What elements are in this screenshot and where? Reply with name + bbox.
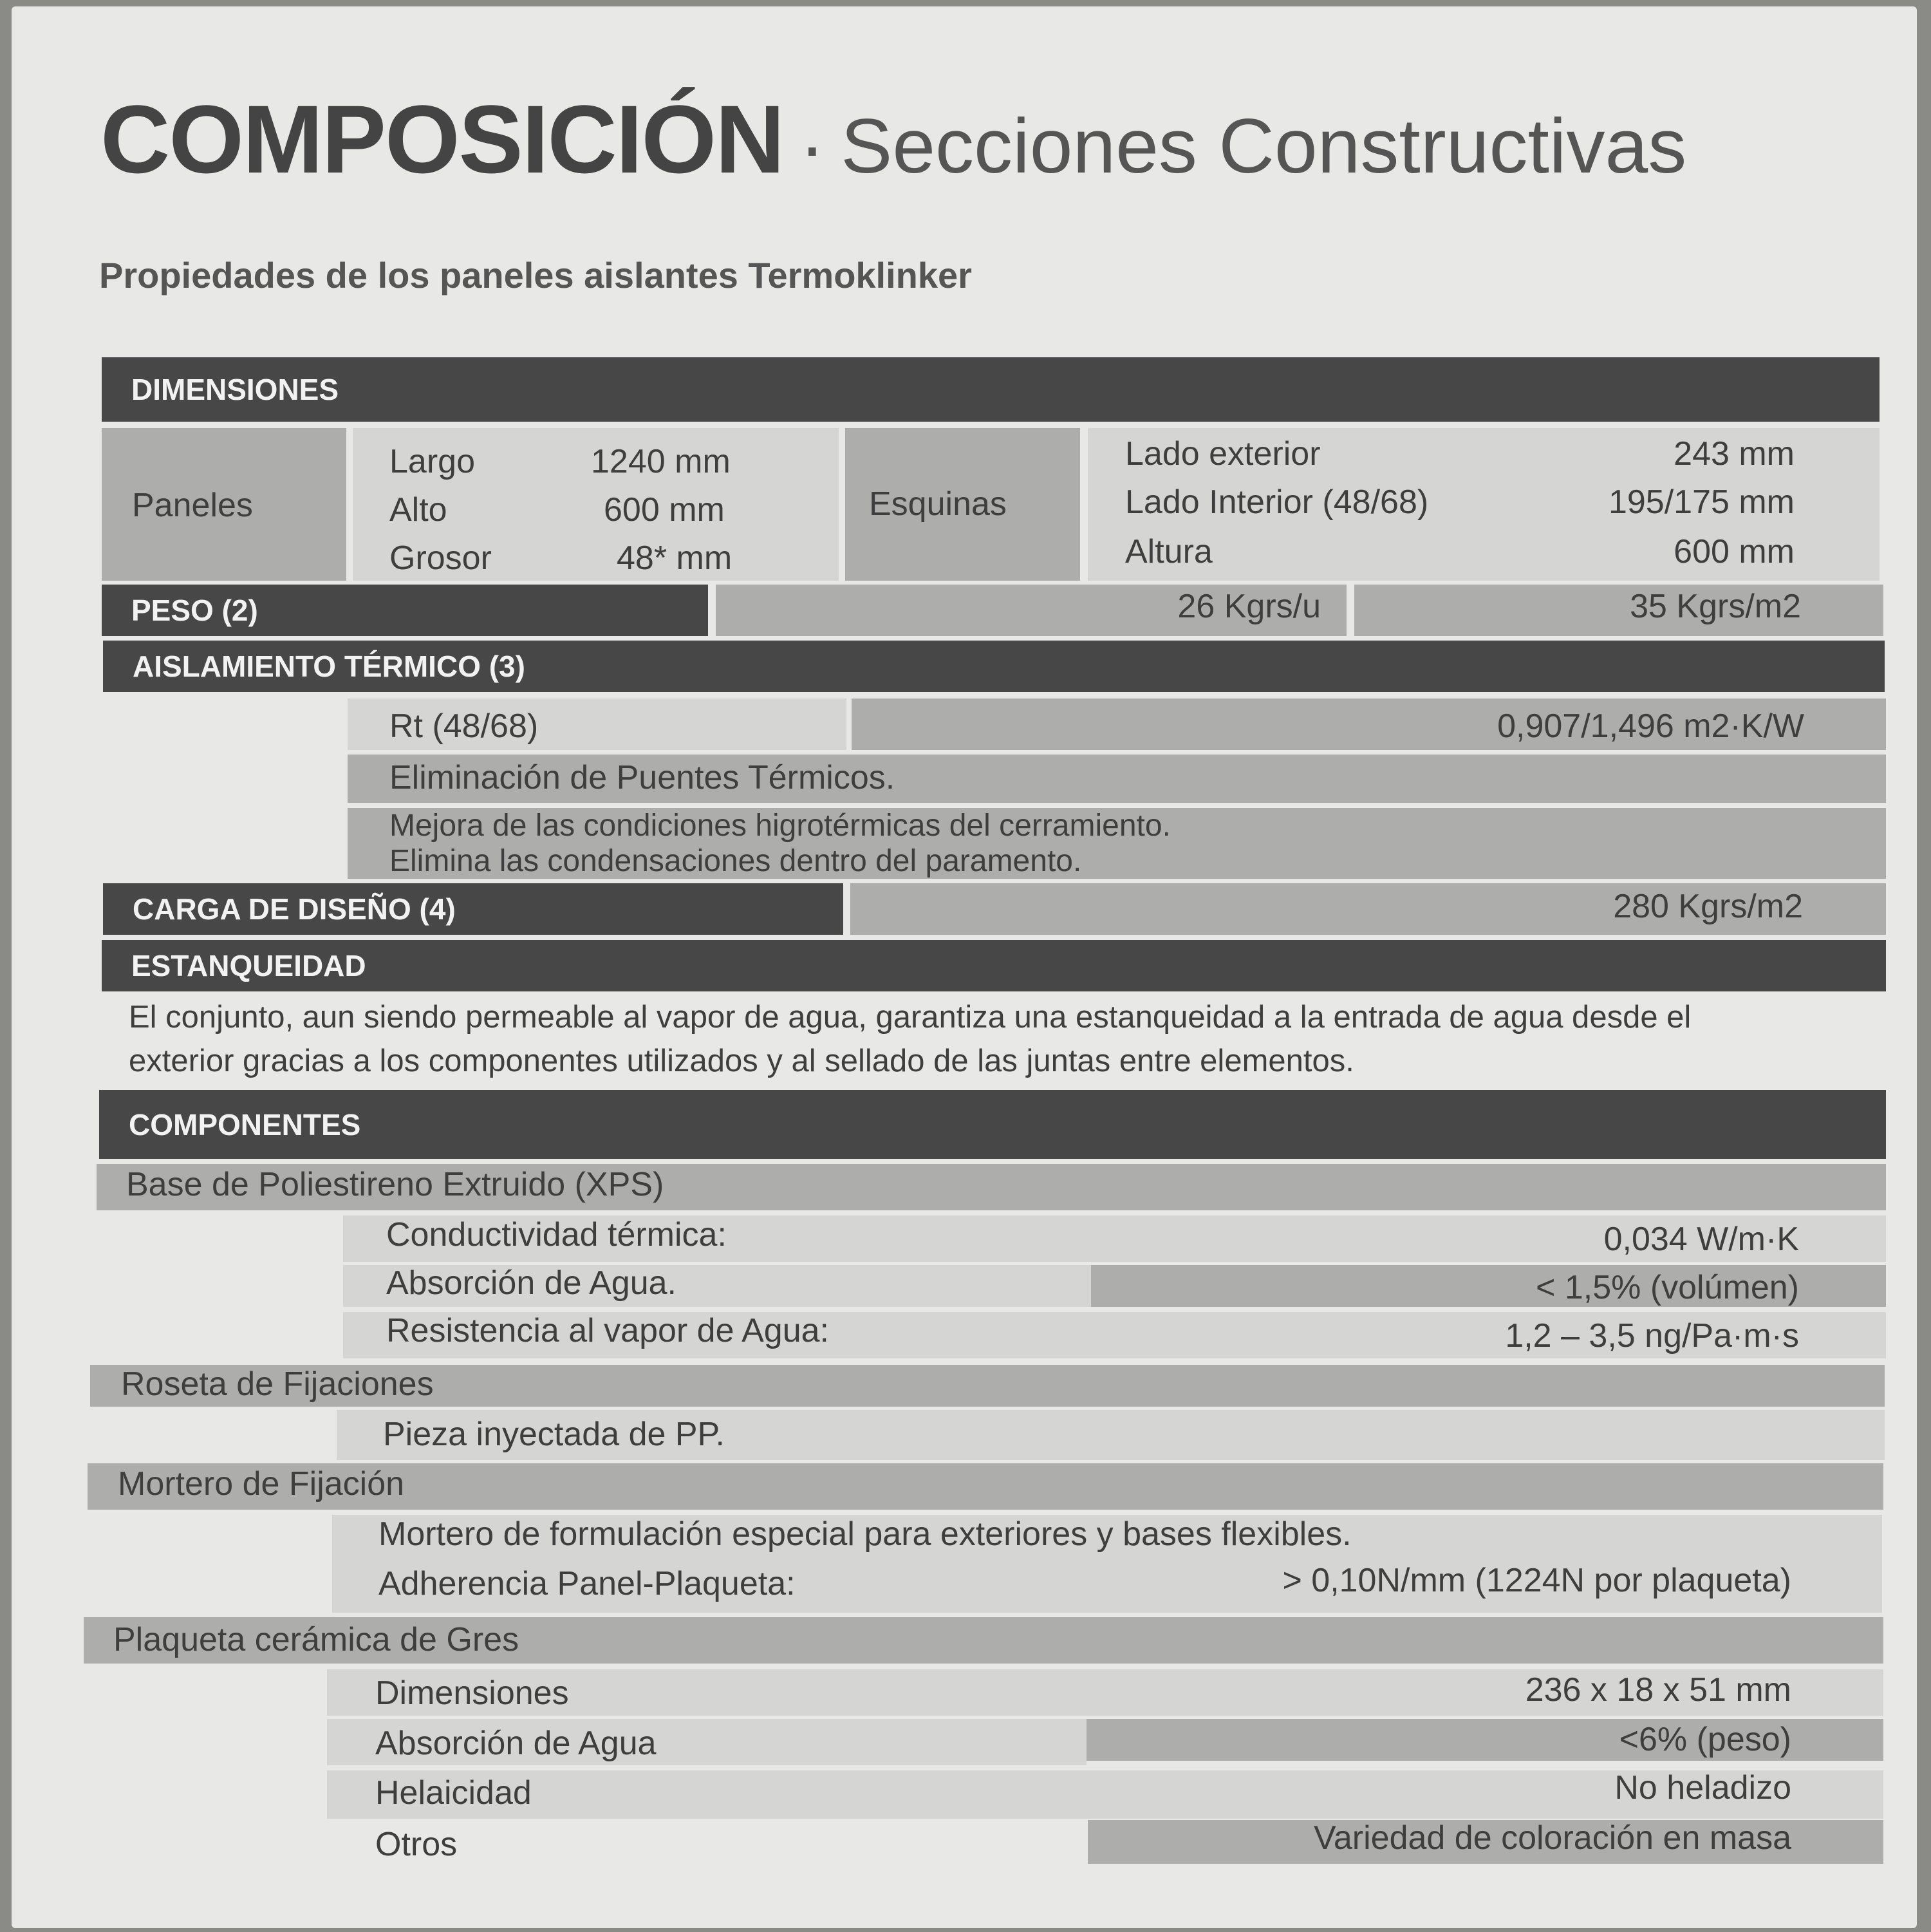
- aislamiento-line2b: Elimina las condensaciones dentro del paramento.: [389, 844, 1082, 878]
- xps-row-name: Conductividad térmica:: [386, 1216, 727, 1253]
- page-subtitle: Propiedades de los paneles aislantes Termoklinker: [99, 255, 972, 295]
- mortero-desc: Mortero de formulación especial para exteriores y bases flexibles.: [378, 1515, 1352, 1553]
- page-title: [100, 84, 1686, 195]
- paneles-row-name: Largo: [389, 443, 475, 480]
- paneles-row-value: 600 mm: [604, 491, 725, 529]
- section-header-peso: PESO (2): [102, 585, 708, 636]
- esquinas-label: Esquinas: [869, 485, 1007, 523]
- esquinas-row-name: Lado exterior: [1125, 435, 1321, 473]
- plaqueta-title: Plaqueta cerámica de Gres: [113, 1621, 519, 1658]
- peso-value1: 26 Kgrs/u: [1177, 588, 1321, 625]
- roseta-desc: Pieza inyectada de PP.: [383, 1416, 725, 1453]
- xps-row-value: < 1,5% (volúmen): [1536, 1269, 1799, 1306]
- roseta-title: Roseta de Fijaciones: [121, 1365, 434, 1403]
- paneles-row-value: 48* mm: [617, 539, 732, 577]
- plaqueta-row-name: Absorción de Agua: [375, 1725, 657, 1762]
- plaqueta-row-value: Variedad de coloración en masa: [1314, 1819, 1791, 1857]
- title-light: Secciones Constructivas: [841, 103, 1687, 189]
- paneles-label: Paneles: [132, 487, 253, 524]
- rt-label: Rt (48/68): [389, 708, 539, 745]
- esquinas-row-name: Altura: [1125, 533, 1213, 570]
- section-header-dimensiones: DIMENSIONES: [102, 357, 1880, 422]
- xps-row-name: Resistencia al vapor de Agua:: [386, 1312, 829, 1349]
- section-header-carga: CARGA DE DISEÑO (4): [103, 883, 843, 935]
- document-page: [12, 6, 1917, 1928]
- xps-title: Base de Poliestireno Extruido (XPS): [126, 1166, 664, 1203]
- esquinas-row-name: Lado Interior (48/68): [1125, 483, 1429, 521]
- carga-value: 280 Kgrs/m2: [1613, 888, 1803, 925]
- peso-value2: 35 Kgrs/m2: [1630, 588, 1801, 625]
- plaqueta-row-value: 236 x 18 x 51 mm: [1525, 1671, 1791, 1709]
- esquinas-row-value: 243 mm: [1674, 435, 1795, 473]
- plaqueta-row-value: No heladizo: [1614, 1769, 1791, 1806]
- paneles-row-value: 1240 mm: [591, 443, 731, 480]
- rt-value: 0,907/1,496 m2·K/W: [1497, 708, 1804, 745]
- mortero-adh-name: Adherencia Panel-Plaqueta:: [378, 1565, 796, 1602]
- plaqueta-row-name: Helaicidad: [375, 1774, 532, 1812]
- plaqueta-row-value: <6% (peso): [1619, 1721, 1791, 1758]
- xps-row-value: 1,2 – 3,5 ng/Pa·m·s: [1505, 1317, 1799, 1355]
- mortero-title: Mortero de Fijación: [118, 1465, 405, 1503]
- section-header-estanqueidad: ESTANQUEIDAD: [102, 940, 1886, 991]
- title-bold: COMPOSICIÓN: [100, 85, 784, 193]
- esquinas-row-value: 600 mm: [1674, 533, 1795, 570]
- xps-row-name: Absorción de Agua.: [386, 1264, 676, 1302]
- plaqueta-row-name: Otros: [375, 1826, 458, 1863]
- title-separator: ·: [799, 103, 825, 189]
- mortero-adh-value: > 0,10N/mm (1224N por plaqueta): [1282, 1562, 1791, 1599]
- plaqueta-row-name: Dimensiones: [375, 1674, 569, 1712]
- esquinas-row-value: 195/175 mm: [1608, 483, 1795, 521]
- aislamiento-line1: Eliminación de Puentes Térmicos.: [389, 759, 895, 796]
- paneles-row-name: Alto: [389, 491, 447, 529]
- section-header-componentes: COMPONENTES: [99, 1090, 1886, 1159]
- estanqueidad-text-line2: exterior gracias a los componentes utilizados y al sellado de las juntas entre elementos.: [129, 1044, 1354, 1078]
- aislamiento-line2a: Mejora de las condiciones higrotérmicas del cerramiento.: [389, 809, 1171, 843]
- estanqueidad-text-line1: El conjunto, aun siendo permeable al vapor de agua, garantiza una estanqueidad a la entrada de agua desde el: [129, 1000, 1692, 1035]
- section-header-aislamiento: AISLAMIENTO TÉRMICO (3): [103, 641, 1885, 692]
- paneles-row-name: Grosor: [389, 539, 492, 577]
- xps-row-value: 0,034 W/m·K: [1603, 1221, 1799, 1258]
